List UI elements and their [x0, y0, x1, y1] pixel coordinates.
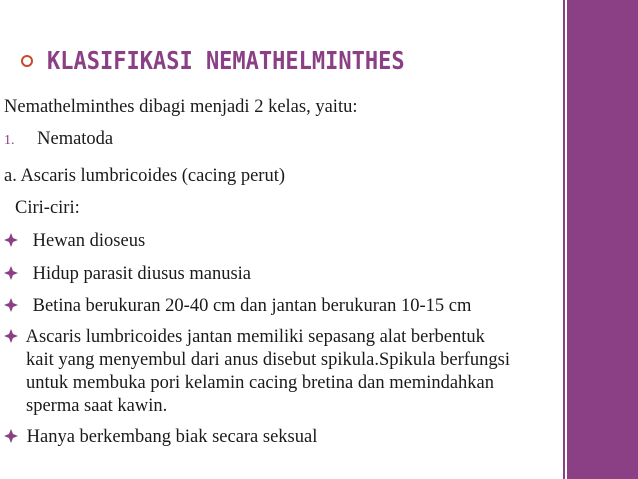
list-item: [6, 326, 485, 348]
bullet-text: Hanya berkembang biak secara seksual: [26, 427, 318, 447]
numbered-item: [4, 128, 113, 152]
bullet-text: Hewan dioseus: [32, 231, 146, 251]
sub-item: a. Ascaris lumbricoides (cacing perut): [4, 166, 285, 186]
decorative-sidebar: [567, 0, 638, 479]
diamond-bullet-icon: [6, 331, 16, 341]
list-item: [6, 426, 317, 448]
title-row: [21, 46, 405, 76]
bullet-text: Ascaris lumbricoides jantan memiliki sepasang alat berbentuk: [25, 327, 485, 347]
bullet-continuation: kait yang menyembul dari anus disebut spikula.Spikula berfungsi: [26, 350, 510, 370]
list-item: [6, 295, 471, 317]
list-item: [6, 230, 145, 252]
bullet-continuation: untuk membuka pori kelamin cacing bretina dan memindahkan: [26, 373, 495, 393]
circle-bullet-icon: [21, 55, 33, 67]
diamond-bullet-icon: [6, 235, 16, 245]
ciri-label: Ciri-ciri:: [15, 198, 80, 218]
list-item: [6, 263, 251, 285]
sidebar-divider-line: [563, 0, 565, 479]
intro-text: Nemathelminthes dibagi menjadi 2 kelas, yaitu:: [4, 97, 358, 117]
diamond-bullet-icon: [6, 300, 16, 310]
slide-title: KLASIFIKASI NEMATHELMINTHES: [47, 46, 405, 76]
diamond-bullet-icon: [6, 268, 16, 278]
item-number: 1.: [4, 133, 15, 148]
bullet-continuation: sperma saat kawin.: [26, 396, 168, 416]
bullet-text: Hidup parasit diusus manusia: [32, 264, 252, 284]
bullet-text: Betina berukuran 20-40 cm dan jantan berukuran 10-15 cm: [32, 296, 472, 316]
diamond-bullet-icon: [6, 431, 16, 441]
item-label: Nematoda: [37, 129, 114, 149]
